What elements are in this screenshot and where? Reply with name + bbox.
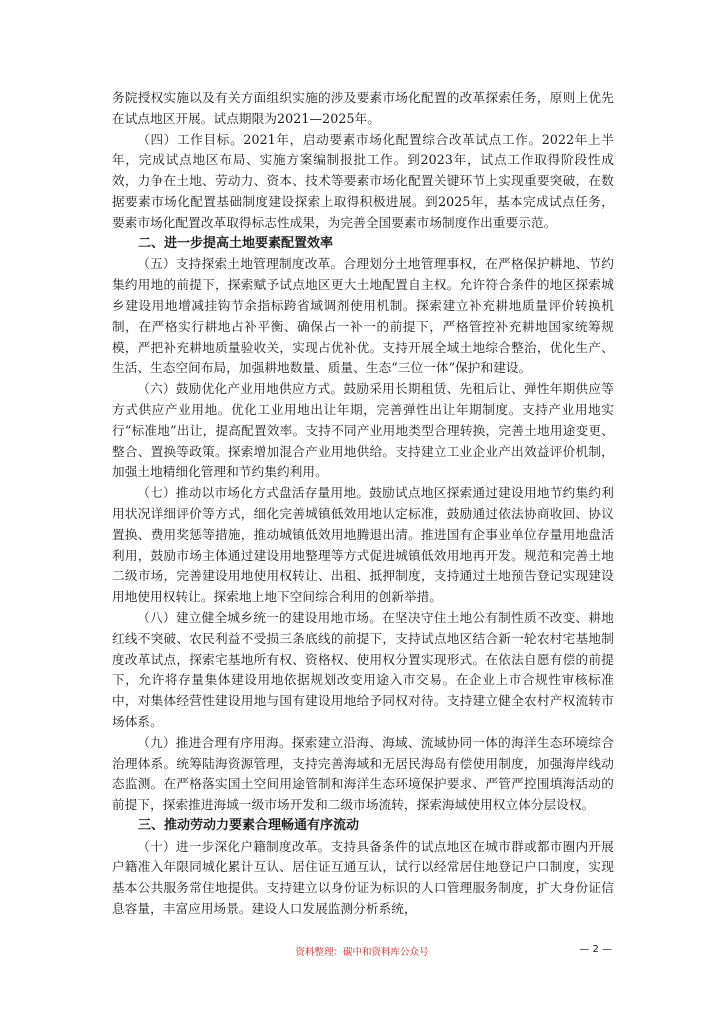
section-heading: 三、推动劳动力要素合理畅通有序流动 xyxy=(138,817,360,833)
paragraph xyxy=(112,837,614,920)
paragraph xyxy=(112,254,614,379)
paragraph-text: 探索建立沿海、海域、流域协同一体的海洋生态环境综合治理体系。统筹陆海资源管理，支持完善海域和无居民海岛有偿使用制度，加强海岸线动态监测。在严格落实国土空间用途管制和海洋生态环境保护要求、严管严控围填海活动的前提下，探索推进海域一级市场开发和二级市场流转，探索海域使用权立体分层设权。 xyxy=(112,734,615,813)
paragraph-text: 在坚决守住土地公有制性质不改变、耕地红线不突破、农民利益不受损三条底线的前提下，支持试点地区结合新一轮农村宅基地制度改革试点，探索宅基地所有权、资格权、使用权分置实现形式。在依法自愿有偿的前提下，允许将存量集体建设用地依据规划改变用途入市交易。在企业上市合规性审核标准中，对集体经营性建设用地与国有建设用地给予同权对待。支持建立健全农村产权流转市场体系。 xyxy=(112,609,614,729)
paragraph-text: 鼓励采用长期租赁、先租后让、弹性年期供应等方式供应产业用地。优化工业用地出让年期，完善弹性出让年期制度。支持产业用地实行“标准地”出让，提高配置效率。支持不同产业用地类型合理转换，完善土地用途变更、整合、置换等政策。探索增加混合产业用地供给。支持建立工业企业产出效益评价机制，加强土地精细化管理和节约集约利用。 xyxy=(112,381,614,480)
paragraph-lead: （十）进一步深化户籍制度改革。 xyxy=(137,838,331,854)
paragraph-text: 2021年，启动要素市场化配置综合改革试点工作。2022年上半年，完成试点地区布局、实施方案编制报批工作。到2023年，试点工作取得阶段性成效，力争在土地、劳动力、资本、技术等要素市场化配置关键环节上实现重要突破，在数据要素市场化配置基础制度建设探索上取得积极进展。到2025年，基本完成试点任务，要素市场化配置改革取得标志性成果，为完善全国要素市场制度作出重要示范。 xyxy=(112,131,614,230)
paragraph xyxy=(112,88,614,130)
section-heading: 二、进一步提高土地要素配置效率 xyxy=(138,235,334,251)
paragraph-lead: （六）鼓励优化产业用地供应方式。 xyxy=(137,381,344,397)
paragraph-lead: （四）工作目标。 xyxy=(137,131,244,147)
paragraph-text: 鼓励试点地区探索通过建设用地节约集约利用状况详细评价等方式，细化完善城镇低效用地认定标准，鼓励通过依法协商收回、协议置换、费用奖惩等措施，推动城镇低效用地腾退出清。推进国有企事业单位存量用地盘活利用，鼓励市场主体通过建设用地整理等方式促进城镇低效用地再开发。规范和完善土地二级市场，完善建设用地使用权转让、出租、抵押制度，支持通过土地预告登记实现建设用地使用权转让。探索地上地下空间综合利用的创新举措。 xyxy=(112,485,614,605)
paragraph xyxy=(112,608,614,733)
paragraph-text: 合理划分土地管理事权，在严格保护耕地、节约集约用地的前提下，探索赋予试点地区更大土地配置自主权。允许符合条件的地区探索城乡建设用地增减挂钩节余指标跨省域调剂使用机制。探索建立补充耕地质量评价转换机制，在严格实行耕地占补平衡、确保占一补一的前提下，严格管控补充耕地国家统筹规模，严把补充耕地质量验收关，实现占优补优。支持开展全域土地综合整治，优化生产、生活、生态空间布局，加强耕地数量、质量、生态“三位一体”保护和建设。 xyxy=(112,256,614,376)
paragraph xyxy=(112,483,614,608)
paragraph xyxy=(112,130,614,234)
paragraph-lead: （八）建立健全城乡统一的建设用地市场。 xyxy=(137,609,383,625)
page-number: — 2 — xyxy=(579,944,612,955)
page-footer xyxy=(0,944,724,964)
paragraph-lead: （五）支持探索土地管理制度改革。 xyxy=(137,256,344,272)
footer-source-text: 资料整理：碳中和资料库公众号 xyxy=(295,947,429,958)
paragraph-text: 务院授权实施以及有关方面组织实施的涉及要素市场化配置的改革探索任务，原则上优先在试点地区开展。试点期限为2021—2025年。 xyxy=(112,90,614,126)
paragraph xyxy=(112,379,614,483)
paragraph-lead: （九）推进合理有序用海。 xyxy=(137,734,292,750)
paragraph xyxy=(112,733,614,816)
document-body xyxy=(112,88,614,920)
paragraph-text: 支持具备条件的试点地区在城市群或都市圈内开展户籍准入年限同城化累计互认、居住证互通互认，试行以经常居住地登记户口制度，实现基本公共服务常住地提供。支持建立以身份证为标识的人口管理服务制度，扩大身份证信息容量，丰富应用场景。建设人口发展监测分析系统， xyxy=(112,838,615,917)
paragraph-lead: （七）推动以市场化方式盘活存量用地。 xyxy=(137,485,370,501)
